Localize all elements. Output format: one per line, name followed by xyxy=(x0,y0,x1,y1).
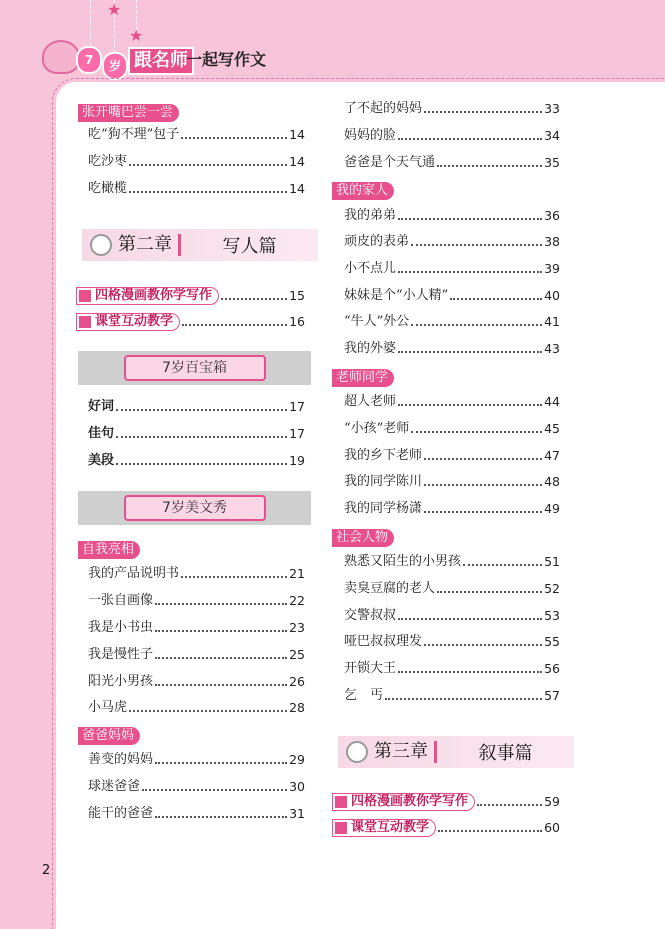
hanging-line xyxy=(90,0,91,50)
toc-entry[interactable]: 小不点儿 39 xyxy=(344,261,560,276)
toc-entry[interactable]: 交警叔叔 53 xyxy=(344,608,560,623)
toc-entry[interactable]: 妈妈的脸 34 xyxy=(344,128,560,143)
toc-entry[interactable]: 阳光小男孩 26 xyxy=(88,674,305,689)
toc-entry[interactable]: 乞 丐 57 xyxy=(344,688,560,703)
toc-entry[interactable]: 我的产品说明书 21 xyxy=(88,566,305,581)
toc-entry[interactable]: 吃“狗不理”包子 14 xyxy=(88,127,305,142)
section-label: 爸爸妈妈 xyxy=(78,727,140,745)
page-header xyxy=(0,0,665,82)
toc-entry[interactable]: 球迷爸爸 30 xyxy=(88,779,305,794)
toc-entry[interactable]: 吃沙枣 14 xyxy=(88,154,305,169)
cartoon-girl-icon xyxy=(42,40,80,74)
brand-title: 跟名师 xyxy=(128,47,194,75)
toc-entry[interactable]: 妹妹是个“小人精” 40 xyxy=(344,288,560,303)
page-number: 2 xyxy=(42,863,51,878)
chapter-heading[interactable]: 第三章 叙事篇 xyxy=(338,736,574,768)
section-banner[interactable]: 7岁百宝箱 xyxy=(78,351,311,385)
toc-entry[interactable]: 顽皮的表弟 38 xyxy=(344,234,560,249)
square-bullet-icon xyxy=(335,822,347,834)
toc-entry[interactable]: 佳句 17 xyxy=(88,426,305,441)
chapter-icon xyxy=(90,234,112,256)
toc-entry[interactable]: 美段 19 xyxy=(88,453,305,468)
age-badge-unit: 岁 xyxy=(102,52,128,80)
toc-entry[interactable]: 能干的爸爸 31 xyxy=(88,806,305,821)
toc-entry[interactable]: “牛人”外公 41 xyxy=(344,314,560,329)
brand-subtitle: 一起写作文 xyxy=(186,50,267,69)
toc-entry[interactable]: 我的外婆 43 xyxy=(344,341,560,356)
age-badge-number: 7 xyxy=(76,46,102,74)
toc-entry[interactable]: 了不起的妈妈 33 xyxy=(344,101,560,116)
section-label: 老师同学 xyxy=(332,369,394,387)
toc-entry[interactable]: 善变的妈妈 29 xyxy=(88,752,305,767)
toc-entry[interactable]: 我是慢性子 25 xyxy=(88,647,305,662)
toc-feature-entry[interactable]: 四格漫画教你学写作 59 xyxy=(332,792,560,812)
square-bullet-icon xyxy=(79,316,91,328)
toc-entry[interactable]: 我是小书虫 23 xyxy=(88,620,305,635)
toc-entry[interactable]: 好词 17 xyxy=(88,399,305,414)
star-icon: ★ xyxy=(129,26,144,45)
chapter-heading[interactable]: 第二章 写人篇 xyxy=(82,229,318,261)
toc-entry[interactable]: 超人老师 44 xyxy=(344,394,560,409)
section-label: 自我亮相 xyxy=(78,541,140,559)
star-icon: ★ xyxy=(107,0,122,19)
toc-feature-entry[interactable]: 四格漫画教你学写作 15 xyxy=(76,286,305,306)
toc-feature-entry[interactable]: 课堂互动教学 60 xyxy=(332,818,560,838)
toc-feature-entry[interactable]: 课堂互动教学 16 xyxy=(76,312,305,332)
toc-entry[interactable]: 我的乡下老师 47 xyxy=(344,448,560,463)
toc-entry[interactable]: “小孩”老师 45 xyxy=(344,421,560,436)
toc-entry[interactable]: 卖臭豆腐的老人 52 xyxy=(344,581,560,596)
square-bullet-icon xyxy=(79,290,91,302)
toc-entry[interactable]: 我的同学陈川 48 xyxy=(344,474,560,489)
toc-entry[interactable]: 我的同学杨潇 49 xyxy=(344,501,560,516)
toc-entry[interactable]: 爸爸是个天气通 35 xyxy=(344,155,560,170)
section-label: 张开嘴巴尝一尝 xyxy=(78,104,179,122)
toc-entry[interactable]: 熟悉又陌生的小男孩 51 xyxy=(344,554,560,569)
section-banner[interactable]: 7岁美文秀 xyxy=(78,491,311,525)
toc-entry[interactable]: 哑巴叔叔理发 55 xyxy=(344,634,560,649)
chapter-icon xyxy=(346,741,368,763)
section-label: 社会人物 xyxy=(332,529,394,547)
toc-entry[interactable]: 开锁大王 56 xyxy=(344,661,560,676)
toc-entry[interactable]: 一张自画像 22 xyxy=(88,593,305,608)
toc-entry[interactable]: 小马虎 28 xyxy=(88,700,305,715)
square-bullet-icon xyxy=(335,796,347,808)
section-label: 我的家人 xyxy=(332,182,394,200)
toc-entry[interactable]: 吃橄榄 14 xyxy=(88,181,305,196)
toc-entry[interactable]: 我的弟弟 36 xyxy=(344,208,560,223)
